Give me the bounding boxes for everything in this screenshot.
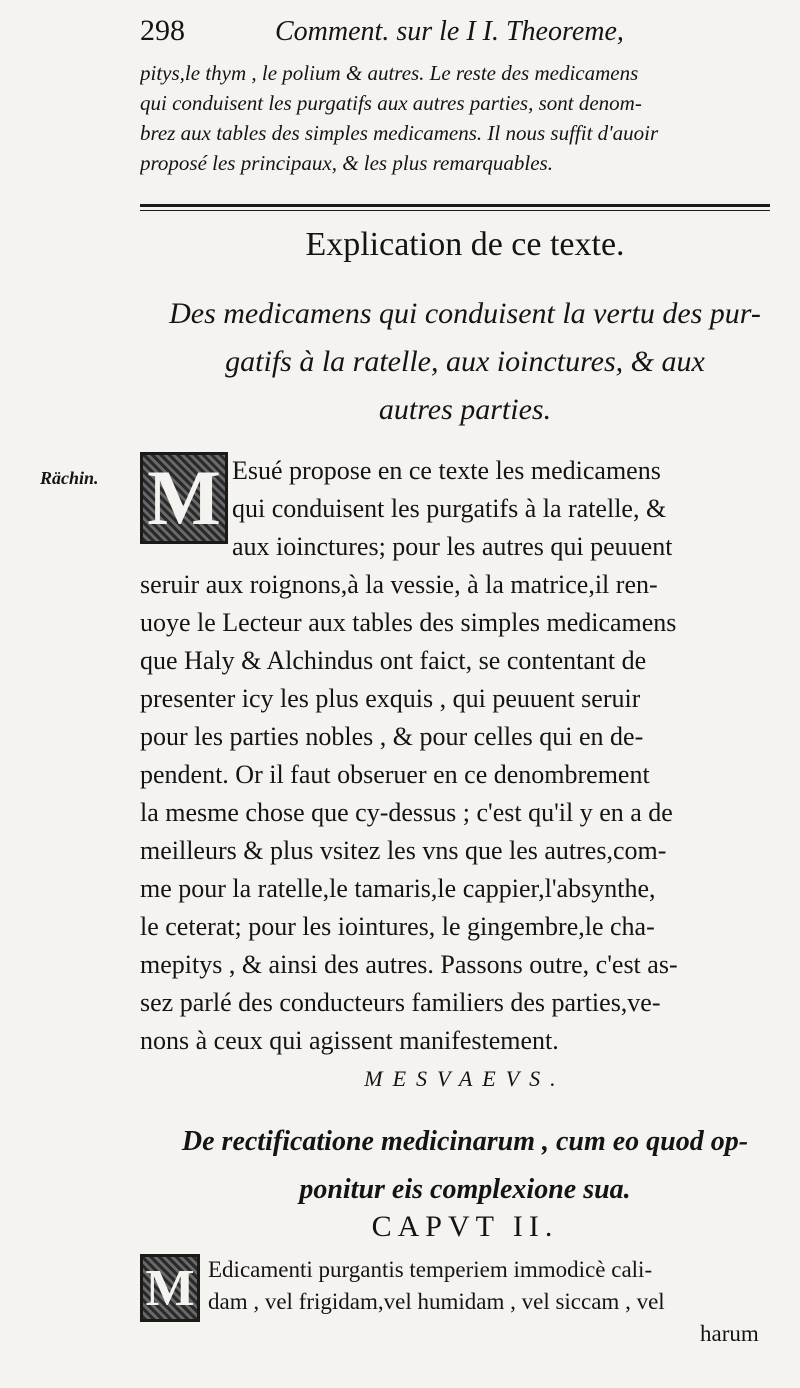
text-line: proposé les principaux, & les plus remarquables. — [140, 151, 553, 175]
text-line: que Haly & Alchindus ont faict, se contentant de — [140, 646, 647, 675]
divider-rule — [140, 204, 770, 207]
text-line: meilleurs & plus vsitez les vns que les autres,com- — [140, 836, 667, 865]
page-header — [140, 14, 790, 54]
text-line: presenter icy les plus exquis , qui peuuent seruir — [140, 684, 641, 713]
latin-title — [140, 1118, 790, 1214]
latin-text-line: Edicamenti purgantis temperiem immodicè cali- — [208, 1257, 653, 1282]
margin-note: Rächin. — [40, 468, 99, 488]
section-title: Explication de ce texte. — [305, 226, 625, 263]
author-heading: MESVAEVS. — [364, 1066, 566, 1091]
running-head: Comment. sur le I I. Theoreme, — [275, 16, 624, 47]
top-paragraph — [140, 58, 790, 178]
chapter-heading: CAPVT II. — [371, 1210, 559, 1243]
latin-title-line: ponitur eis complexione sua. — [299, 1174, 631, 1205]
catchword: harum — [700, 1321, 759, 1346]
text-line: pitys,le thym , le polium & autres. Le reste des medicamens — [140, 61, 639, 85]
text-line: uoye le Lecteur aux tables des simples medicamens — [140, 608, 677, 637]
subtitle-line: gatifs à la ratelle, aux ioinctures, & aux — [225, 345, 705, 378]
latin-title-line: De rectificatione medicinarum , cum eo quod op- — [181, 1126, 749, 1157]
subtitle-line: autres parties. — [378, 393, 552, 426]
text-line: seruir aux roignons,à la vessie, à la matrice,il ren- — [140, 570, 658, 599]
text-line: brez aux tables des simples medicamens. Il nous suffit d'auoir — [140, 121, 659, 145]
text-line: sez parlé des conducteurs familiers des parties,ve- — [140, 988, 661, 1017]
subtitle-line: Des medicamens qui conduisent la vertu des pur- — [169, 297, 761, 330]
text-line: qui conduisent les purgatifs à la ratelle, & — [232, 494, 667, 523]
decorated-initial: M — [140, 452, 228, 544]
text-line: qui conduisent les purgatifs aux autres parties, sont denom- — [140, 91, 642, 115]
text-line: mepitys , & ainsi des autres. Passons outre, c'est as- — [140, 950, 678, 979]
text-line: Esué propose en ce texte les medicamens — [232, 456, 661, 485]
text-line: pour les parties nobles , & pour celles qui en de- — [140, 722, 644, 751]
text-line: me pour la ratelle,le tamaris,le cappier,l'absynthe, — [140, 874, 656, 903]
text-line: pendent. Or il faut obseruer en ce denombrement — [140, 760, 650, 789]
latin-text-line: dam , vel frigidam,vel humidam , vel siccam , vel — [208, 1289, 665, 1314]
text-line: la mesme chose que cy-dessus ; c'est qu'il y en a de — [140, 798, 673, 827]
section-subtitle — [140, 290, 790, 434]
page-number: 298 — [140, 14, 185, 47]
decorated-initial: M — [140, 1254, 200, 1322]
text-line: aux ioinctures; pour les autres qui peuuent — [232, 532, 673, 561]
text-line: nons à ceux qui agissent manifestement. — [140, 1026, 559, 1055]
divider-rule-thin — [140, 210, 770, 211]
text-line: le ceterat; pour les iointures, le gingembre,le cha- — [140, 912, 655, 941]
